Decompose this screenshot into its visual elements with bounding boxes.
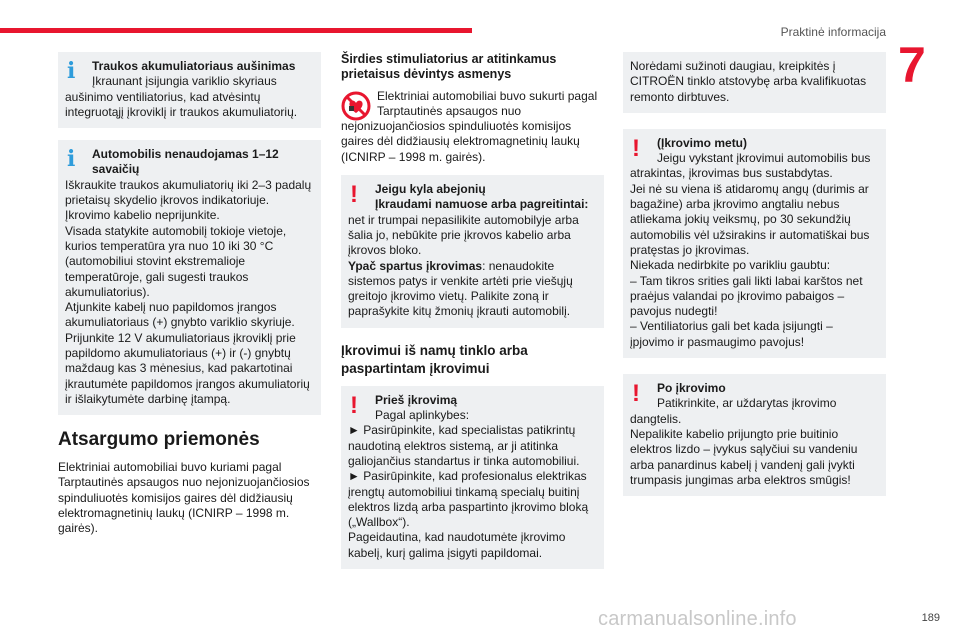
box-text: Pagal aplinkybes: — [375, 408, 470, 423]
box-text: Norėdami sužinoti daugiau, kreipkitės į CITROËN tinklo atstovybę arba kvalifikuotas remonto dirbtuves. — [630, 59, 867, 104]
pacemaker-block — [341, 89, 604, 165]
warning-icon: ! — [632, 134, 640, 162]
box-title: Traukos akumuliatoriaus aušinimas — [92, 59, 296, 73]
box-text: Įkraunant įsijungia variklio skyriaus — [92, 74, 277, 89]
info-icon: i — [67, 58, 76, 84]
section-heading: Įkrovimui iš namų tinklo arba paspartintam įkrovimui — [341, 342, 528, 376]
box-text: dangtelis. Nepalikite kabelio prijungto prie buitinio elektros lizdo – įvykus sąlyčiui su vandeniu arba panardinus kabelį į vandenį gali įvykti trumpasis jungimas arba elektros smūgis! — [630, 411, 858, 487]
page-number: 189 — [921, 612, 940, 624]
box-title: Prieš įkrovimą — [375, 392, 458, 407]
box-text: ► Pasirūpinkite, kad specialistas patikrintų naudotiną elektros sistemą, ar ji atitinka galiojančius standartus ir tinka automobiliui. ► Pasirūpinkite, kad profesionalus elektrikas įrengtų automobiliui tinkamą specialų buitinį elektros lizdą arba paspartinto įkrovimo bloką („Wallbox“). Pageidautina, kad naudotumėte įkrovimo kabelį, kurį galima įsigyti papildomai. — [348, 423, 589, 560]
box-text: aušinimo ventiliatorius, kad atvėsintų integruotąjį įkroviklį ir traukos akumuliatorių. — [65, 89, 298, 119]
note-box-citroen — [623, 52, 886, 113]
box-text: net ir trumpai nepasilikite automobilyje arba šalia jo, nebūkite prie įkrovos kabelio arba įkrovos bloko. — [348, 212, 579, 258]
warning-icon: ! — [632, 380, 640, 408]
header-red-bar — [0, 28, 472, 33]
column-middle — [341, 52, 604, 581]
info-icon: i — [67, 146, 76, 173]
section-title: Praktinė informacija — [780, 25, 886, 39]
no-pacemaker-icon — [341, 91, 371, 121]
box-title: Įkraudami namuose arba pagreitintai: — [375, 197, 589, 212]
warning-box-after-charging — [623, 374, 886, 496]
box-title: Jeigu kyla abejonių — [375, 182, 486, 197]
warning-icon: ! — [350, 391, 358, 419]
box-text: Iškraukite traukos akumuliatorių iki 2–3 padalų prietaisų skydelio įkrovos indikatoriuje. Įkrovimo kabelio neprijunkite. Visada statykite automobilį tokioje vietoje, kurios temperatūra yra nuo 10 iki 30 °C (automobiliui stovint ekstremalioje temperatūroje, gali sugesti traukos akumuliatorius). Atjunkite kabelį nuo papildomos įrangos akumuliatoriaus (+) gnybto variklio skyriuje. Prijunkite 12 V akumuliatoriaus įkroviklį prie papildomo akumuliatoriaus (+) ir (-) gnybtų maždaug kas 3 mėnesius, kad pakartotinai įkrautumėte papildomos įrangos akumuliatorių ir išlaikytumėte darbinę įtampą. — [65, 177, 312, 406]
warning-box-doubt — [341, 175, 604, 328]
subheading-pacemaker: Širdies stimuliatorius ar atitinkamus prietaisus dėvintys asmenys — [341, 52, 557, 82]
box-text: Jeigu vykstant įkrovimui automobilis bus — [657, 151, 871, 166]
box-title: (Įkrovimo metu) — [657, 135, 748, 150]
box-title: Po įkrovimo — [657, 381, 726, 396]
warning-box-during-charging — [623, 129, 886, 358]
pacemaker-text: Elektriniai automobiliai buvo sukurti pagal Tarptautinės apsaugos nuo — [377, 88, 598, 118]
box-text-bold: Ypač spartus įkrovimas — [348, 258, 483, 273]
info-box-battery-cooling — [58, 52, 321, 128]
box-text: Patikrinkite, ar uždarytas įkrovimo — [657, 396, 837, 411]
column-right — [623, 52, 886, 508]
box-text: atrakintas, įkrovimas bus sustabdytas. Jei nė su viena iš atidaromų angų (durimis ar bagažine) arba įkrovimo angtaliu nebus atliekama jokių veiksmų, po 30 sekundžių automobilis vėl užsirakins ir automatiškai bus pratęstas jo įkrovimas. Niekada nedirbkite po varikliu gaubtu: – Tam tikros srities gali likti labai karštos net praėjus valandai po įkrovimo pabaigos – pavojus nudegti! – Ventiliatorius gali bet kada įsijungti – įpjovimo ir pasmaugimo pavojus! — [630, 166, 870, 349]
box-title: Automobilis nenaudojamas 1–12 — [92, 147, 279, 162]
info-box-unused-vehicle — [58, 140, 321, 415]
pacemaker-text: nejonizuojančiosios spinduliuotės komisijos gaires dėl didžiausių elektromagnetinių laukų (ICNIRP – 1998 m. gairės). — [341, 119, 580, 164]
box-title: savaičių — [92, 162, 140, 177]
paragraph: Elektriniai automobiliai buvo kuriami pagal Tarptautinės apsaugos nuo nejonizuojančiosios spinduliuotės komisijos gaires dėl didžiausių elektromagnetinių laukų (ICNIRP – 1998 m. gairės). — [58, 460, 310, 536]
warning-box-before-charging — [341, 386, 604, 569]
watermark: carmanualsonline.info — [598, 608, 797, 630]
chapter-number: 7 — [898, 37, 926, 93]
section-heading: Atsargumo priemonės — [58, 429, 260, 451]
column-left — [58, 52, 321, 537]
warning-icon: ! — [350, 181, 358, 209]
box-text: : nenaudokite sistemos patys ir venkite artėti prie viešųjų greitojo įkrovimo vietų. Palikite zoną ir paprašykite kitų žmonių įkrauti automobilį. — [348, 258, 573, 319]
